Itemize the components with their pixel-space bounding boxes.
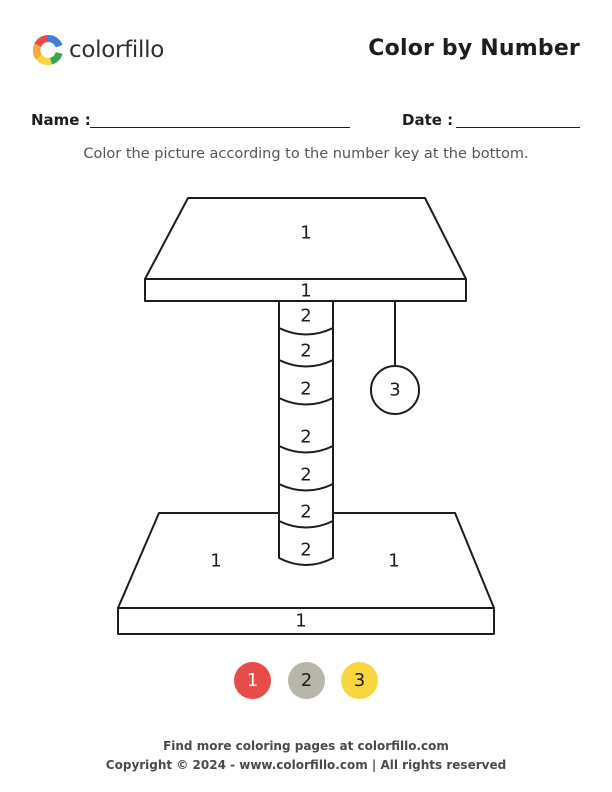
color-key-number: 3 bbox=[353, 670, 366, 691]
post-number: 2 bbox=[300, 539, 312, 561]
post-number: 2 bbox=[300, 340, 312, 362]
top-platform-number: 1 bbox=[300, 222, 312, 244]
post-number: 2 bbox=[300, 378, 312, 400]
color-key-swatch-2[interactable] bbox=[288, 662, 325, 699]
instruction-text: Color the picture according to the number key at the bottom. bbox=[83, 146, 529, 162]
color-key-swatch-3[interactable] bbox=[341, 662, 378, 699]
color-key-number: 2 bbox=[300, 670, 313, 691]
post-number: 2 bbox=[300, 305, 312, 327]
post-number: 2 bbox=[300, 464, 312, 486]
date-label: Date : bbox=[402, 111, 454, 129]
color-key-number: 1 bbox=[246, 670, 259, 691]
base-edge-number: 1 bbox=[295, 610, 307, 632]
brand-name: colorfillo bbox=[69, 37, 164, 63]
post-number: 2 bbox=[300, 501, 312, 523]
base-left-number: 1 bbox=[210, 550, 222, 572]
footer-copyright-text: Copyright © 2024 - www.colorfillo.com | All rights reserved bbox=[105, 758, 507, 772]
top-edge-number: 1 bbox=[300, 280, 312, 302]
post-number: 2 bbox=[300, 426, 312, 448]
color-key-swatch-1[interactable] bbox=[234, 662, 271, 699]
footer-promo-text: Find more coloring pages at colorfillo.com bbox=[163, 739, 449, 753]
base-right-number: 1 bbox=[388, 550, 400, 572]
page-footer bbox=[0, 737, 612, 775]
toy-number: 3 bbox=[389, 379, 401, 401]
page-title: Color by Number bbox=[368, 36, 580, 61]
name-label: Name : bbox=[31, 111, 91, 129]
color-key bbox=[0, 662, 612, 702]
